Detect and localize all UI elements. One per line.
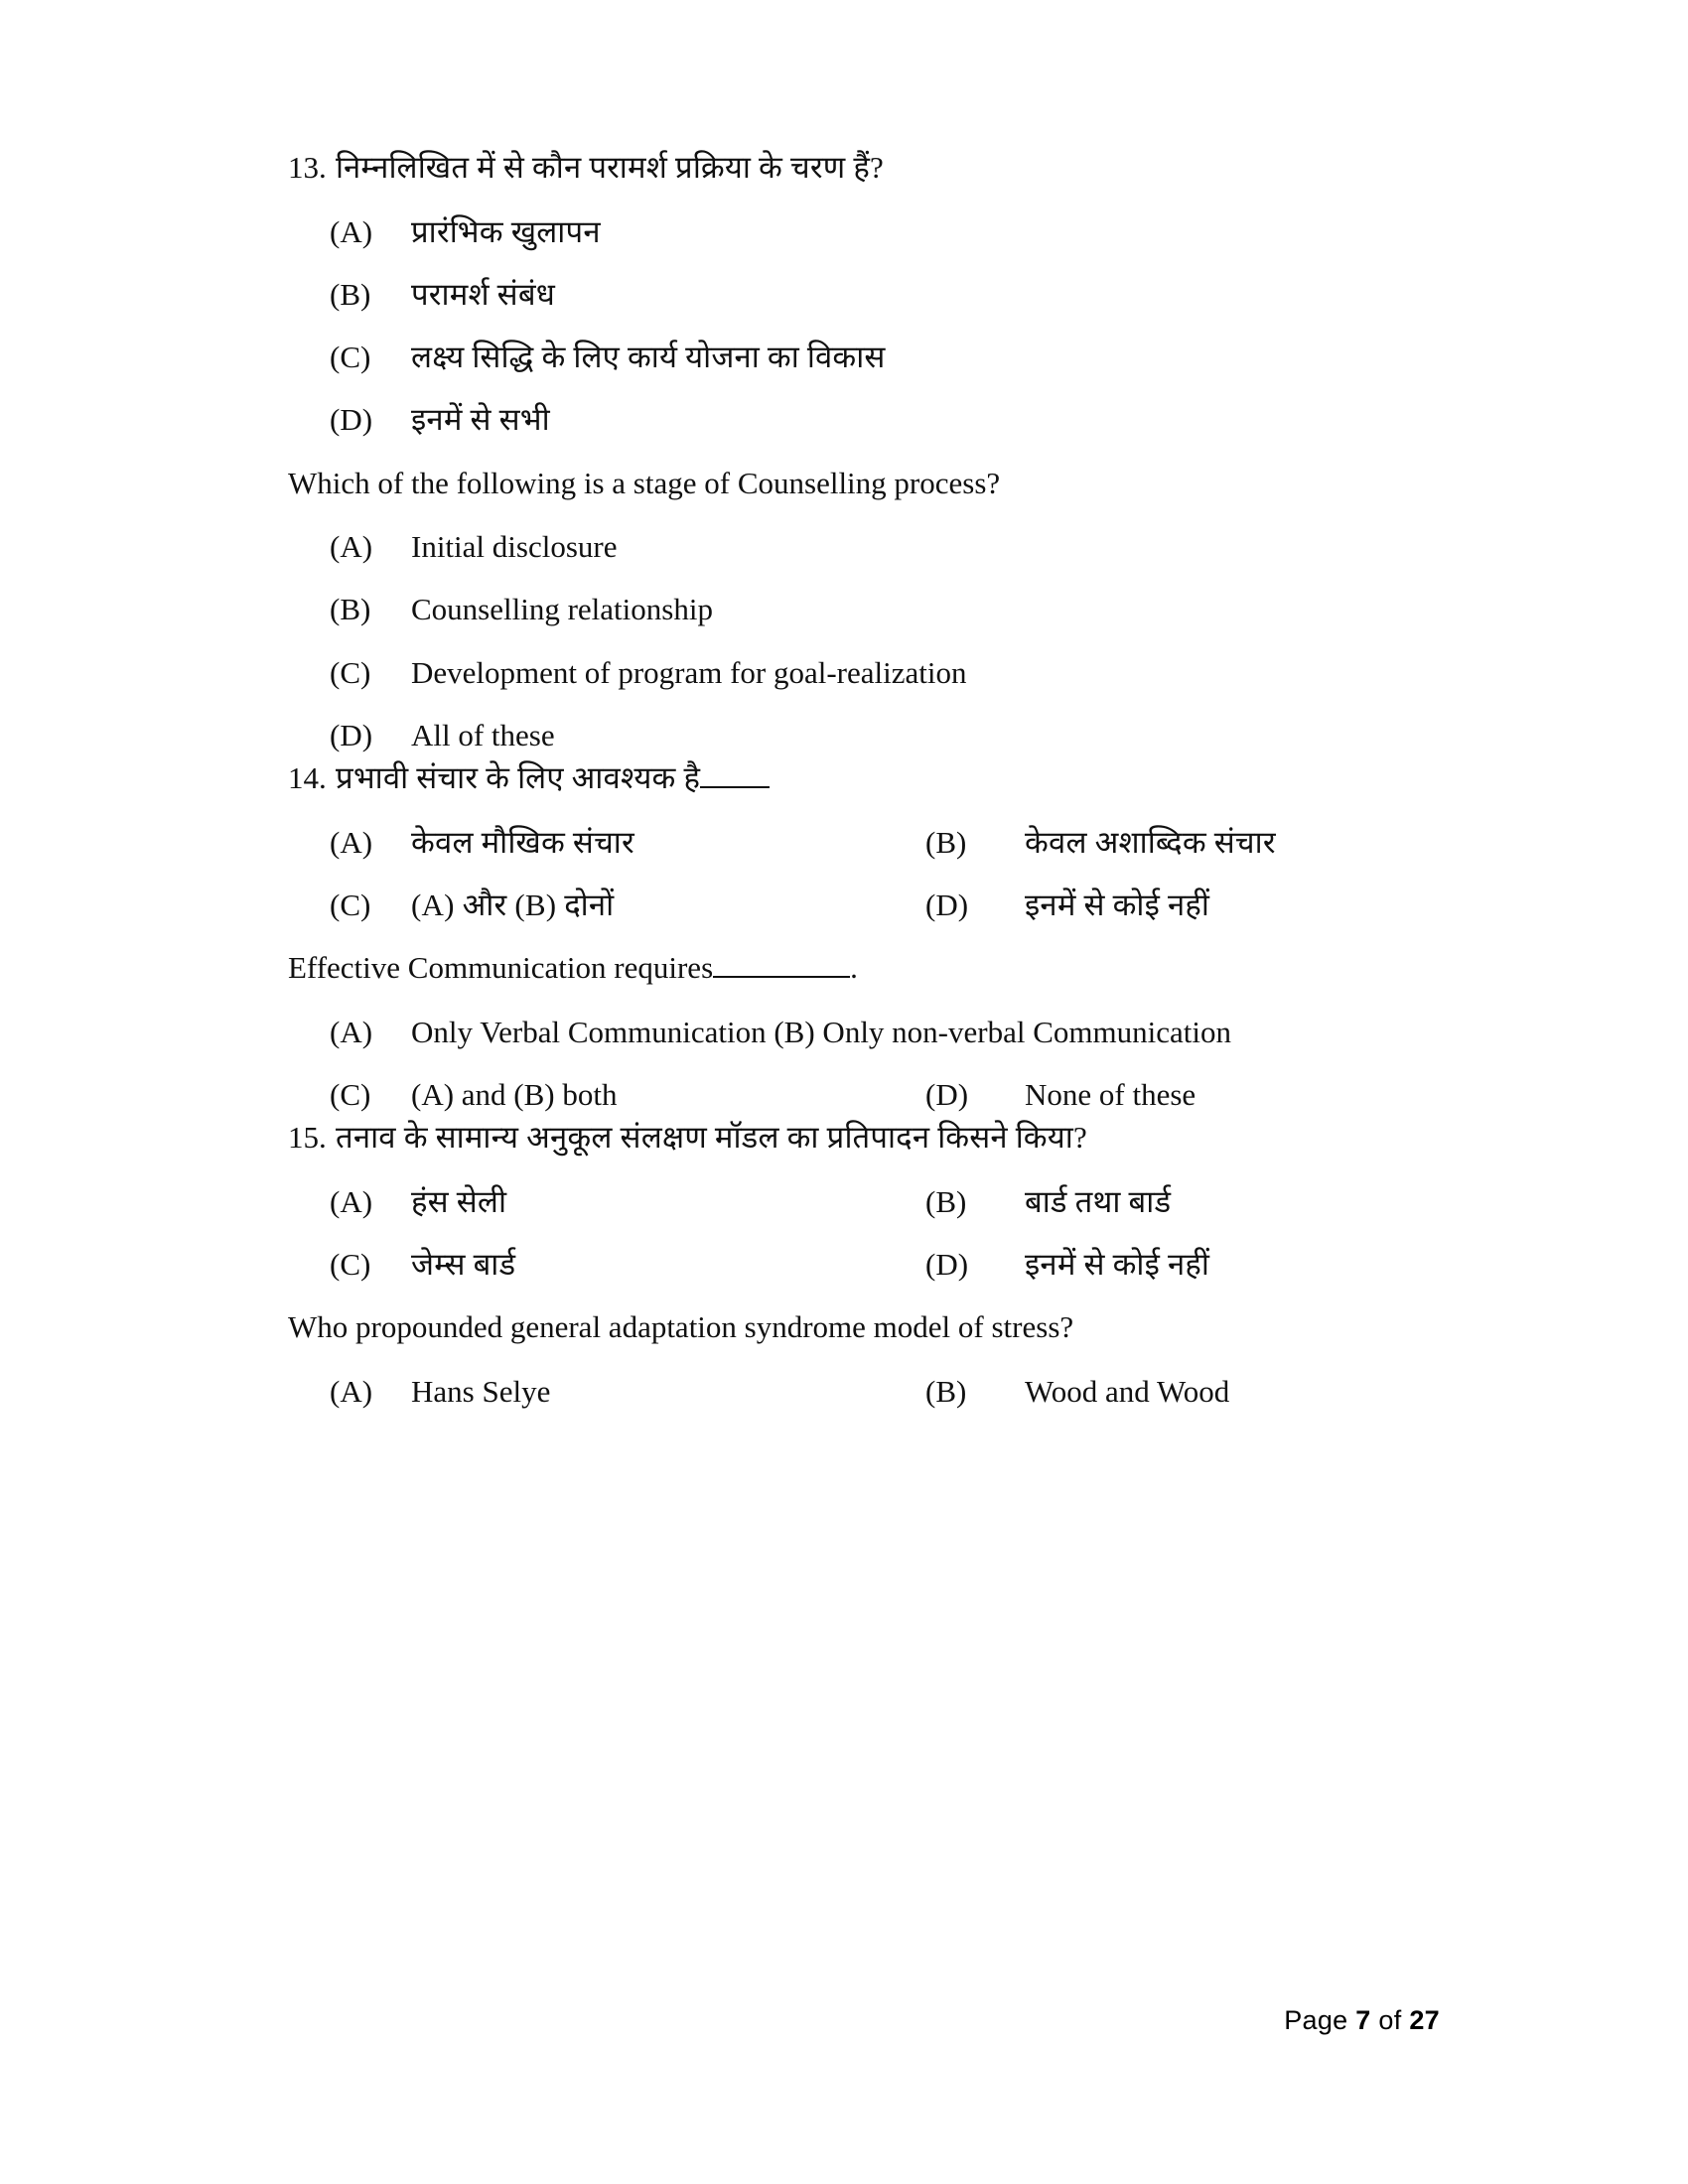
option-text: लक्ष्य सिद्धि के लिए कार्य योजना का विकास [411,340,886,375]
question-15-options-en-row-1 [288,1373,1440,1410]
question-13-stem-english [288,465,1440,503]
option-text: परामर्श संबंध [411,276,556,312]
question-14-option-hi-b[interactable] [925,824,1440,861]
option-text: Development of program for goal-realization [411,654,967,690]
question-14-options-en-row-1[interactable] [288,1014,1440,1050]
question-15-stem-english [288,1308,1440,1347]
question-14-number: 14. [288,760,327,795]
question-15-stem-english-text: Who propounded general adaptation syndrome model of stress? [288,1309,1074,1345]
option-text: केवल मौखिक संचार [411,824,634,860]
footer-total-pages: 27 [1409,2005,1440,2035]
option-label: (C) [330,1247,371,1283]
question-14-stem-english [288,949,1440,988]
option-label: (D) [925,887,969,922]
question-13-option-en-a[interactable] [288,528,1440,565]
option-label: (B) [925,824,967,860]
question-14-stem-english-suffix: . [850,950,858,986]
option-text: इनमें से कोई नहीं [1025,1247,1210,1283]
option-label: (C) [330,887,371,922]
option-label: (B) [925,1184,967,1219]
question-13-stem-english-text: Which of the following is a stage of Counselling process? [288,465,1001,500]
option-text: Wood and Wood [1025,1374,1230,1410]
option-label: (A) [330,213,373,249]
footer-page-number: 7 [1355,2005,1371,2035]
question-14 [288,759,1440,1113]
option-text: None of these [1025,1077,1196,1113]
question-14-stem-english-text: Effective Communication requires [288,950,714,986]
question-15-option-hi-d[interactable] [925,1246,1440,1283]
question-14-option-en-d[interactable] [925,1076,1440,1113]
question-14-options-hi-row-1 [288,824,1440,861]
option-text: प्रारंभिक खुलापन [411,213,601,249]
question-14-option-hi-d[interactable] [925,887,1440,923]
question-14-options-en-row-2 [288,1076,1440,1113]
option-label: (A) [330,824,373,860]
option-label: (C) [330,340,371,375]
option-text: इनमें से सभी [411,402,550,438]
option-text: Initial disclosure [411,529,618,565]
question-13-option-hi-c[interactable] [288,339,1440,375]
page-footer [1284,2005,1440,2036]
option-text: बार्ड तथा बार्ड [1025,1184,1172,1219]
option-label: (C) [330,654,371,690]
question-13-option-en-b[interactable] [288,591,1440,627]
question-15-option-en-b[interactable] [925,1373,1440,1410]
page-content [288,149,1440,1435]
option-label: (B) [330,592,371,627]
option-text: (A) और (B) दोनों [411,887,615,922]
question-15-option-hi-b[interactable] [925,1183,1440,1220]
question-13-option-hi-b[interactable] [288,276,1440,313]
option-text: Counselling relationship [411,592,713,627]
question-13-option-en-d[interactable] [288,717,1440,753]
question-15-option-en-a[interactable] [330,1373,925,1410]
question-13-stem-hindi [288,149,1440,188]
option-label: (D) [330,717,373,752]
question-13-option-hi-a[interactable] [288,213,1440,250]
option-text: Hans Selye [411,1374,551,1410]
option-text: जेम्स बार्ड [411,1247,516,1283]
footer-prefix: Page [1284,2005,1348,2035]
option-label: (A) [330,1014,373,1049]
question-15-options-hi-row-2 [288,1246,1440,1283]
question-13 [288,149,1440,753]
question-13-stem-hindi-text: निम्नलिखित में से कौन परामर्श प्रक्रिया के चरण हैं? [336,150,884,185]
footer-middle: of [1378,2005,1402,2035]
option-label: (A) [330,1184,373,1219]
question-14-option-hi-c[interactable] [330,887,925,923]
option-text: केवल अशाब्दिक संचार [1025,824,1276,860]
option-text: हंस सेली [411,1184,507,1219]
option-text: All of these [411,717,555,752]
option-label: (A) [330,529,373,565]
question-15-options-hi-row-1 [288,1183,1440,1220]
question-14-option-en-c[interactable] [330,1076,925,1113]
question-14-stem-hindi-text [336,759,1440,798]
option-label: (D) [330,402,373,438]
question-13-option-en-c[interactable] [288,654,1440,691]
question-15-option-hi-a[interactable] [330,1183,925,1220]
question-13-option-hi-d[interactable] [288,401,1440,438]
question-14-stem-hindi [288,759,1440,798]
question-14-stem-hindi-label: प्रभावी संचार के लिए आवश्यक है [336,760,701,795]
option-label: (C) [330,1077,371,1113]
option-label: (B) [925,1374,967,1410]
question-15-stem-hindi-text: तनाव के सामान्य अनुकूल संलक्षण मॉडल का प्रतिपादन किसने किया? [336,1120,1087,1156]
question-13-number: 13. [288,150,327,185]
fill-in-blank [700,786,770,788]
question-14-options-hi-row-2 [288,887,1440,923]
option-text: Only Verbal Communication (B) Only non-verbal Communication [411,1014,1231,1049]
option-label: (A) [330,1374,373,1410]
option-label: (D) [925,1247,969,1283]
option-label: (D) [925,1077,969,1113]
question-15-option-hi-c[interactable] [330,1246,925,1283]
question-15-number: 15. [288,1120,327,1156]
option-text: इनमें से कोई नहीं [1025,887,1210,922]
question-15-stem-hindi [288,1119,1440,1158]
option-text: (A) and (B) both [411,1077,618,1113]
option-label: (B) [330,276,371,312]
fill-in-blank [713,976,850,978]
question-14-option-hi-a[interactable] [330,824,925,861]
question-15 [288,1119,1440,1410]
